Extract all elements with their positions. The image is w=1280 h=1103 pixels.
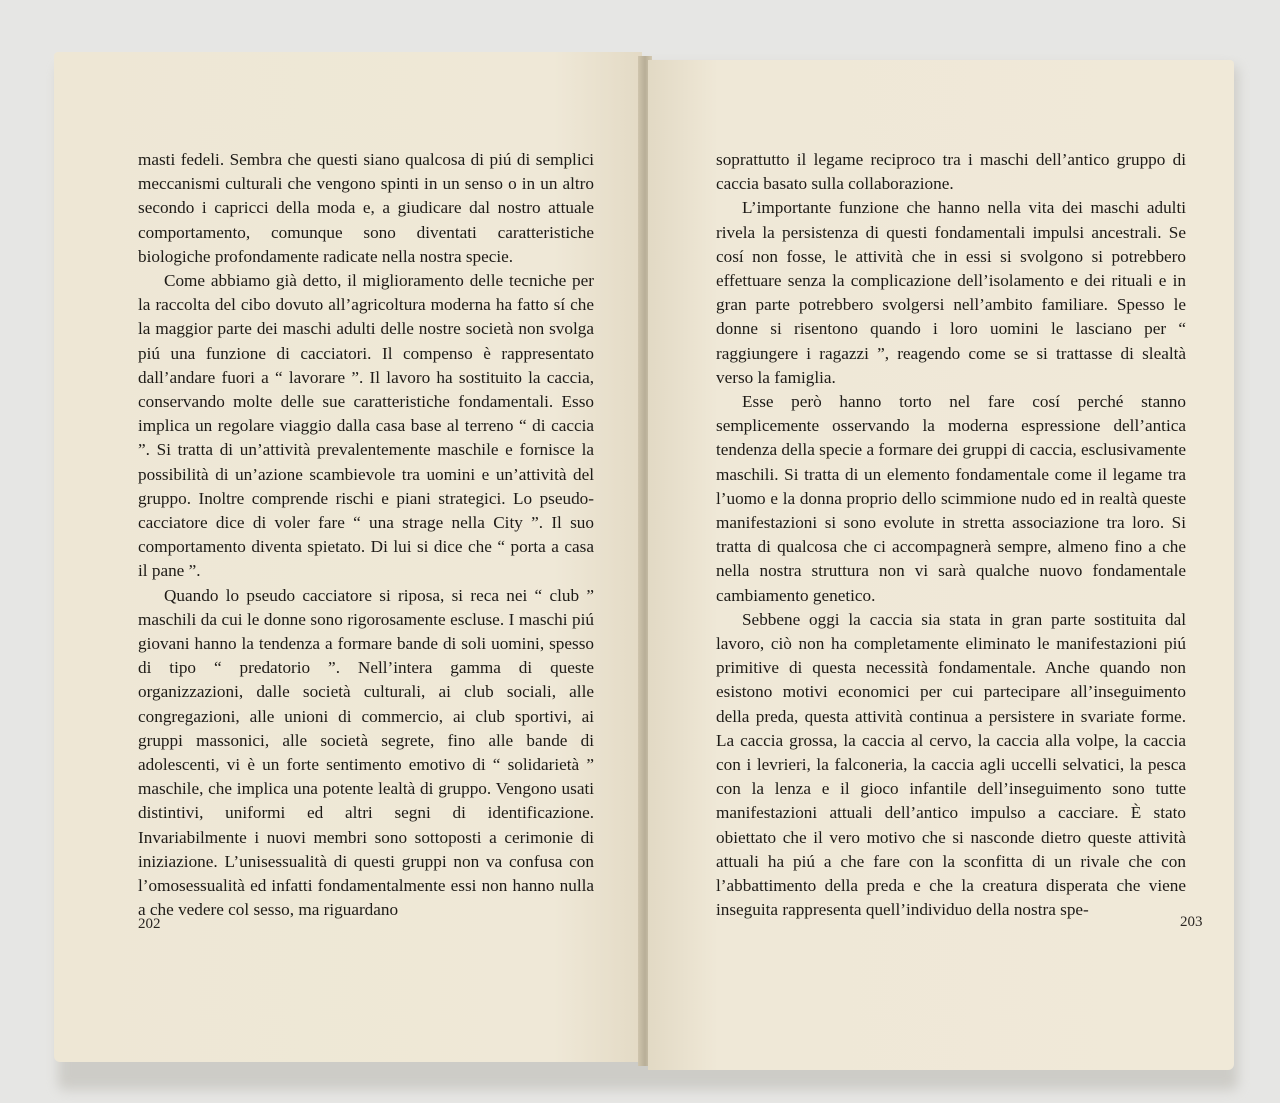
right-paragraph-1: soprattutto il legame reciproco tra i maschi dell’antico gruppo di caccia basato sulla collaborazione. xyxy=(716,150,1186,194)
right-paragraph-4: Sebbene oggi la caccia sia stata in gran parte sostituita dal lavoro, ciò non ha completamente eliminato le manifestazioni piú primitive di questa necessità fondamentale. Anche quando non esistono motivi economici per cui partecipare all’inseguimento della preda, questa attività continua a persistere in svariate forme. La caccia grossa, la caccia al cervo, la caccia alla volpe, la caccia con i levrieri, la falconeria, la caccia agli uccelli selvatici, la pesca con la lenza e il gioco infantile dell’inseguimento sono tutte manifestazioni attuali dell’antico impulso a cacciare. È stato obiettato che il vero motivo che si nasconde dietro queste attività attuali ha piú a che fare con la sconfitta di un rivale che con l’abbattimento della preda e che la creatura disperata che viene inseguita rappresenta quell’individuo della nostra spe- xyxy=(716,609,1186,920)
right-page xyxy=(648,60,1234,1070)
left-page xyxy=(54,52,642,1062)
right-page-text xyxy=(716,148,1186,923)
left-paragraph-2: Come abbiamo già detto, il miglioramento delle tecniche per la raccolta del cibo dovuto all’agricoltura moderna ha fatto sí che la maggior parte dei maschi adulti delle nostre società non svolga piú una funzione di cacciatori. Il compenso è rappresentato dall’andare fuori a “ lavorare ”. Il lavoro ha sostituito la caccia, conservando molte delle sue caratteristiche fondamentali. Esso implica un regolare viaggio dalla casa base al terreno “ di caccia ”. Si tratta di un’attività prevalentemente maschile e fornisce la possibilità di un’azione scambievole tra uomini e un’attività del gruppo. Inoltre comprende rischi e piani strategici. Lo pseudo-cacciatore dice di voler fare “ una strage nella City ”. Il suo comportamento diventa spietato. Di lui si dice che “ porta a casa il pane ”. xyxy=(138,271,594,581)
left-paragraph-3: Quando lo pseudo cacciatore si riposa, si reca nei “ club ” maschili da cui le donne sono rigorosamente escluse. I maschi piú giovani hanno la tendenza a formare bande di soli uomini, spesso di tipo “ predatorio ”. Nell’intera gamma di queste organizzazioni, dalle società culturali, ai club sociali, alle congregazioni, alle unioni di commercio, ai club sportivi, ai gruppi massonici, alle società segrete, fino alle bande di adolescenti, vi è un forte sentimento emotivo di “ solidarietà ” maschile, che implica una potente lealtà di gruppo. Vengono usati distintivi, uniformi ed altri segni di identificazione. Invariabilmente i nuovi membri sono sottoposti a cerimonie di iniziazione. L’unisessualità di questi gruppi non va confusa con l’omosessualità ed infatti fondamentalmente essi non hanno nulla a che vedere col sesso, ma riguardano xyxy=(138,585,594,920)
left-page-number: 202 xyxy=(138,916,161,932)
right-page-number: 203 xyxy=(1180,914,1203,930)
right-paragraph-3: Esse però hanno torto nel fare cosí perché stanno semplicemente osservando la moderna espressione dell’antica tendenza della specie a formare dei gruppi di caccia, esclusivamente maschili. Si tratta di un elemento fondamentale come il legame tra l’uomo e la donna proprio dello scimmione nudo ed in realtà queste manifestazioni si sono evolute in stretta associazione tra loro. Si tratta di qualcosa che ci accompagnerà sempre, almeno fino a che nella nostra struttura non vi sarà qualche nuovo fondamentale cambiamento genetico. xyxy=(716,392,1186,605)
left-paragraph-1: masti fedeli. Sembra che questi siano qualcosa di piú di semplici meccanismi culturali che vengono spinti in un senso o in un altro secondo i capricci della moda e, a giudicare dal nostro attuale comportamento, comunque sono diventati caratteristiche biologiche profondamente radicate nella nostra specie. xyxy=(138,150,594,266)
right-paragraph-2: L’importante funzione che hanno nella vita dei maschi adulti rivela la persistenza di questi fondamentali impulsi ancestrali. Se cosí non fosse, le attività che in essi si svolgono si potrebbero effettuare senza la complicazione dell’isolamento e dei rituali e in gran parte potrebbero svolgersi nell’ambito familiare. Spesso le donne si risentono quando i loro uomini le lasciano per “ raggiungere i ragazzi ”, reagendo come se si trattasse di slealtà verso la famiglia. xyxy=(716,198,1186,387)
left-page-text xyxy=(138,148,594,923)
open-book xyxy=(48,52,1240,1092)
